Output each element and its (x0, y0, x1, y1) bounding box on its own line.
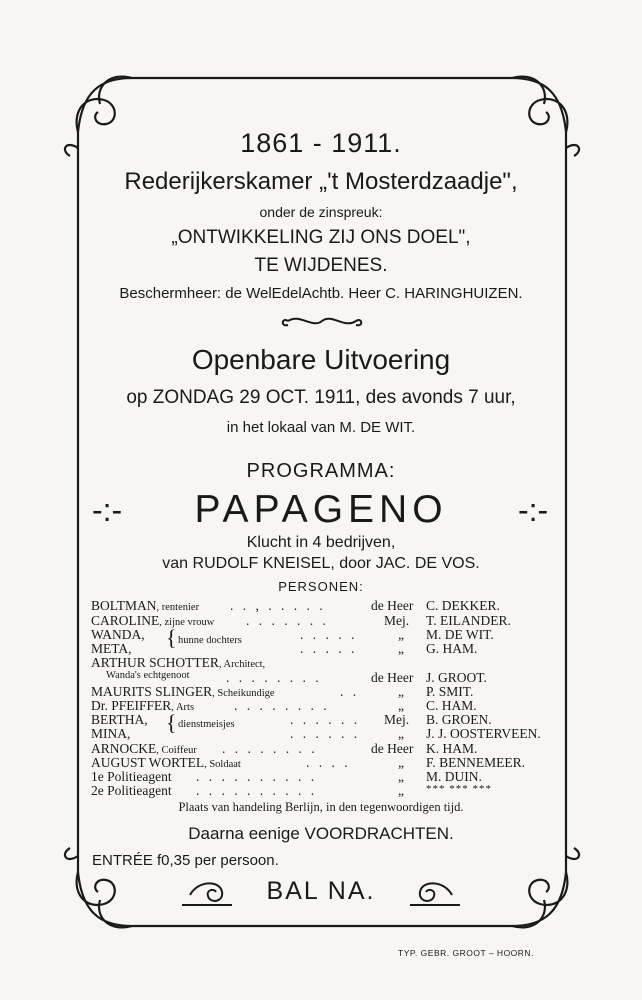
cast-honorific: „ (398, 698, 404, 713)
cast-honorific: de Heer (371, 670, 414, 685)
persons-heading: PERSONEN: (278, 579, 364, 594)
cast-role-desc: Wanda's echtgenoot (106, 670, 190, 681)
cast-actor: F. BENNEMEER. (426, 755, 526, 770)
cast-role: CAROLINE, zijne vrouw (91, 613, 215, 628)
cast-role: MINA, (91, 726, 131, 741)
cast-honorific: de Heer (371, 741, 414, 756)
cast-honorific: Mej. (384, 712, 410, 727)
divider-ornament (283, 319, 362, 326)
cast-actor: P. SMIT. (426, 684, 474, 699)
cast-role: 2e Politieagent (91, 783, 172, 798)
deco-right: -:- (518, 492, 549, 528)
cast-role: BOLTMAN, rentenier (91, 598, 200, 613)
cast-honorific: Mej. (384, 613, 410, 628)
cast-actor: *** *** *** (426, 783, 492, 795)
cast-role: 1e Politieagent (91, 769, 172, 784)
performance-title: Openbare Uitvoering (191, 344, 451, 375)
cast-group-daughters: hunne dochters (178, 635, 242, 646)
cast-actor: M. DE WIT. (426, 627, 494, 642)
town: TE WIJDENES. (254, 255, 388, 276)
cast-honorific: „ (398, 769, 404, 784)
cast-actor: B. GROEN. (426, 712, 492, 727)
cast-role: WANDA, (91, 627, 145, 642)
play-subtitle: Klucht in 4 bedrijven, (246, 534, 396, 551)
cast-actor: C. HAM. (426, 698, 477, 713)
printer-credit: TYP. GEBR. GROOT – HOORN. (398, 948, 534, 958)
performance-date: op ZONDAG 29 OCT. 1911, des avonds 7 uur, (126, 387, 516, 408)
setting-note: Plaats van handeling Berlijn, in den tegenwoordigen tijd. (178, 800, 464, 814)
play-author: van RUDOLF KNEISEL, door JAC. DE VOS. (162, 555, 480, 572)
years: 1861 - 1911. (240, 128, 402, 158)
play-title: PAPAGENO (194, 488, 448, 531)
motto-intro: onder de zinspreuk: (259, 204, 383, 220)
cast-group-maids: dienstmeisjes (178, 719, 235, 730)
cast-honorific: „ (398, 783, 404, 798)
cast-actor: M. DUIN. (426, 769, 482, 784)
ball-announcement: BAL NA. (266, 877, 376, 905)
entry-price: ENTRÉE f0,35 per persoon. (92, 852, 279, 869)
cast-actor: K. HAM. (426, 741, 478, 756)
cast-honorific: „ (398, 641, 404, 656)
cast-role: MAURITS SLINGER, Scheikundige (91, 684, 275, 699)
cast-role: ARTHUR SCHOTTER, Architect, (91, 655, 266, 670)
cast-role: ARNOCKE, Coiffeur (91, 741, 197, 756)
deco-left: -:- (92, 492, 123, 528)
society-name: Rederijkerskamer „'t Mosterdzaadje", (124, 168, 518, 195)
cast-actor: G. HAM. (426, 641, 478, 656)
programme-heading: PROGRAMMA: (246, 460, 396, 482)
cast-actor: J. J. OOSTERVEEN. (426, 726, 541, 741)
recitations: Daarna eenige VOORDRACHTEN. (188, 824, 454, 843)
cast-actor: T. EILANDER. (426, 613, 511, 628)
cast-role: AUGUST WORTEL, Soldaat (91, 755, 241, 770)
motto: „ONTWIKKELING ZIJ ONS DOEL", (171, 227, 471, 248)
cast-honorific: de Heer (371, 598, 414, 613)
cast-honorific: „ (398, 684, 404, 699)
cast-role: BERTHA, (91, 712, 148, 727)
cast-honorific: „ (398, 627, 404, 642)
cast-honorific: „ (398, 726, 404, 741)
performance-venue: in het lokaal van M. DE WIT. (226, 419, 416, 436)
cast-honorific: „ (398, 755, 404, 770)
cast-role: META, (91, 641, 132, 656)
cast-actor: J. GROOT. (426, 670, 487, 685)
cast-role: Dr. PFEIFFER, Arts (91, 698, 195, 713)
cast-actor: C. DEKKER. (426, 598, 500, 613)
patron: Beschermheer: de WelEdelAchtb. Heer C. HARINGHUIZEN. (119, 285, 523, 302)
